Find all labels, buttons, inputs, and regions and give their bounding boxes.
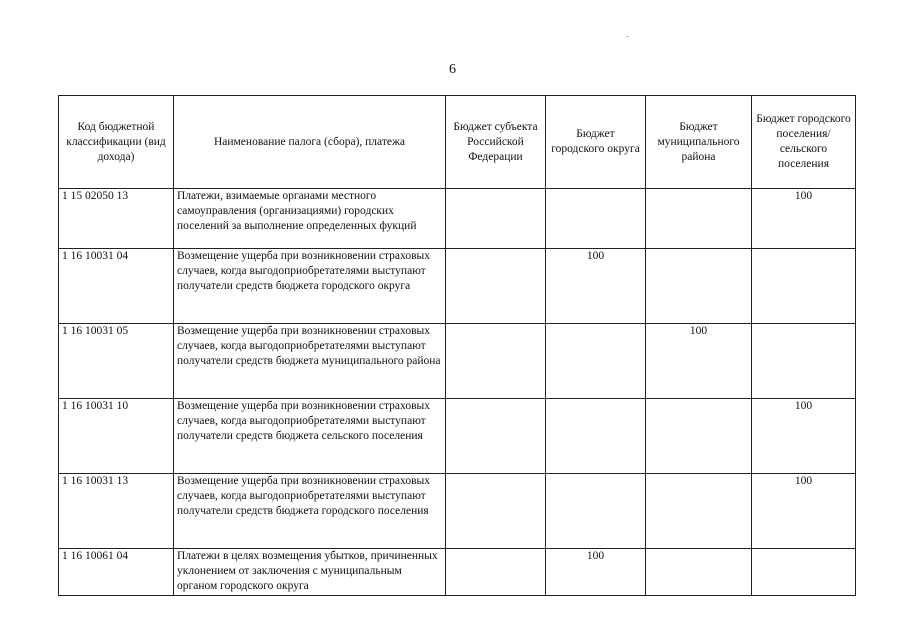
page-number: 6: [449, 62, 456, 77]
row-subject-share: [446, 474, 546, 549]
row-city-district-share: 100: [546, 549, 646, 596]
row-subject-share: [446, 399, 546, 474]
row-settlement-share: [752, 249, 856, 324]
row-subject-share: [446, 189, 546, 249]
row-city-district-share: [546, 189, 646, 249]
row-settlement-share: 100: [752, 399, 856, 474]
header-city-district-budget: Бюджет городского округа: [546, 96, 646, 189]
header-code: Код бюджетной классификации (вид дохода): [59, 96, 174, 189]
table-row: [59, 399, 856, 474]
row-subject-share: [446, 324, 546, 399]
row-city-district-share: [546, 399, 646, 474]
table-row: [59, 324, 856, 399]
row-municipal-district-share: [646, 549, 752, 596]
row-municipal-district-share: [646, 474, 752, 549]
row-municipal-district-share: 100: [646, 324, 752, 399]
row-settlement-share: 100: [752, 189, 856, 249]
row-settlement-share: [752, 324, 856, 399]
budget-classification-table: [58, 95, 856, 596]
table-row: [59, 189, 856, 249]
row-code: 1 16 10031 04: [59, 249, 174, 324]
header-subject-budget: Бюджет субъекта Российской Федерации: [446, 96, 546, 189]
table-row: [59, 249, 856, 324]
scan-artifact: [626, 36, 629, 37]
row-city-district-share: 100: [546, 249, 646, 324]
row-municipal-district-share: [646, 399, 752, 474]
table-row: [59, 474, 856, 549]
row-city-district-share: [546, 474, 646, 549]
row-municipal-district-share: [646, 249, 752, 324]
row-code: 1 16 10031 05: [59, 324, 174, 399]
row-name: Возмещение ущерба при возникновении страховых случаев, когда выгодоприобретателями выступают получатели средств бюджета муниципального района: [174, 324, 446, 399]
row-municipal-district-share: [646, 189, 752, 249]
row-name: Возмещение ущерба при возникновении страховых случаев, когда выгодоприобретателями выступают получатели средств бюджета городского поселения: [174, 474, 446, 549]
header-municipal-district-budget: Бюджет муниципального района: [646, 96, 752, 189]
row-code: 1 16 10031 13: [59, 474, 174, 549]
table-row: [59, 549, 856, 596]
row-code: 1 15 02050 13: [59, 189, 174, 249]
row-city-district-share: [546, 324, 646, 399]
header-settlement-budget: Бюджет городского поселения/ сельского поселения: [752, 96, 856, 189]
table-header-row: [59, 96, 856, 189]
row-name: Возмещение ущерба при возникновении страховых случаев, когда выгодоприобретателями выступают получатели средств бюджета сельского поселения: [174, 399, 446, 474]
row-subject-share: [446, 549, 546, 596]
row-name: Возмещение ущерба при возникновении страховых случаев, когда выгодоприобретателями выступают получатели средств бюджета городского округа: [174, 249, 446, 324]
row-settlement-share: 100: [752, 474, 856, 549]
row-code: 1 16 10031 10: [59, 399, 174, 474]
row-settlement-share: [752, 549, 856, 596]
row-name: Платежи, взимаемые органами местного самоуправления (организациями) городских поселений за выполнение определенных фукций: [174, 189, 446, 249]
row-subject-share: [446, 249, 546, 324]
header-name: Наименование палога (сбора), платежа: [174, 96, 446, 189]
row-name: Платежи в целях возмещения убытков, причиненных уклонением от заключения с муниципальным органом городского округа: [174, 549, 446, 596]
row-code: 1 16 10061 04: [59, 549, 174, 596]
